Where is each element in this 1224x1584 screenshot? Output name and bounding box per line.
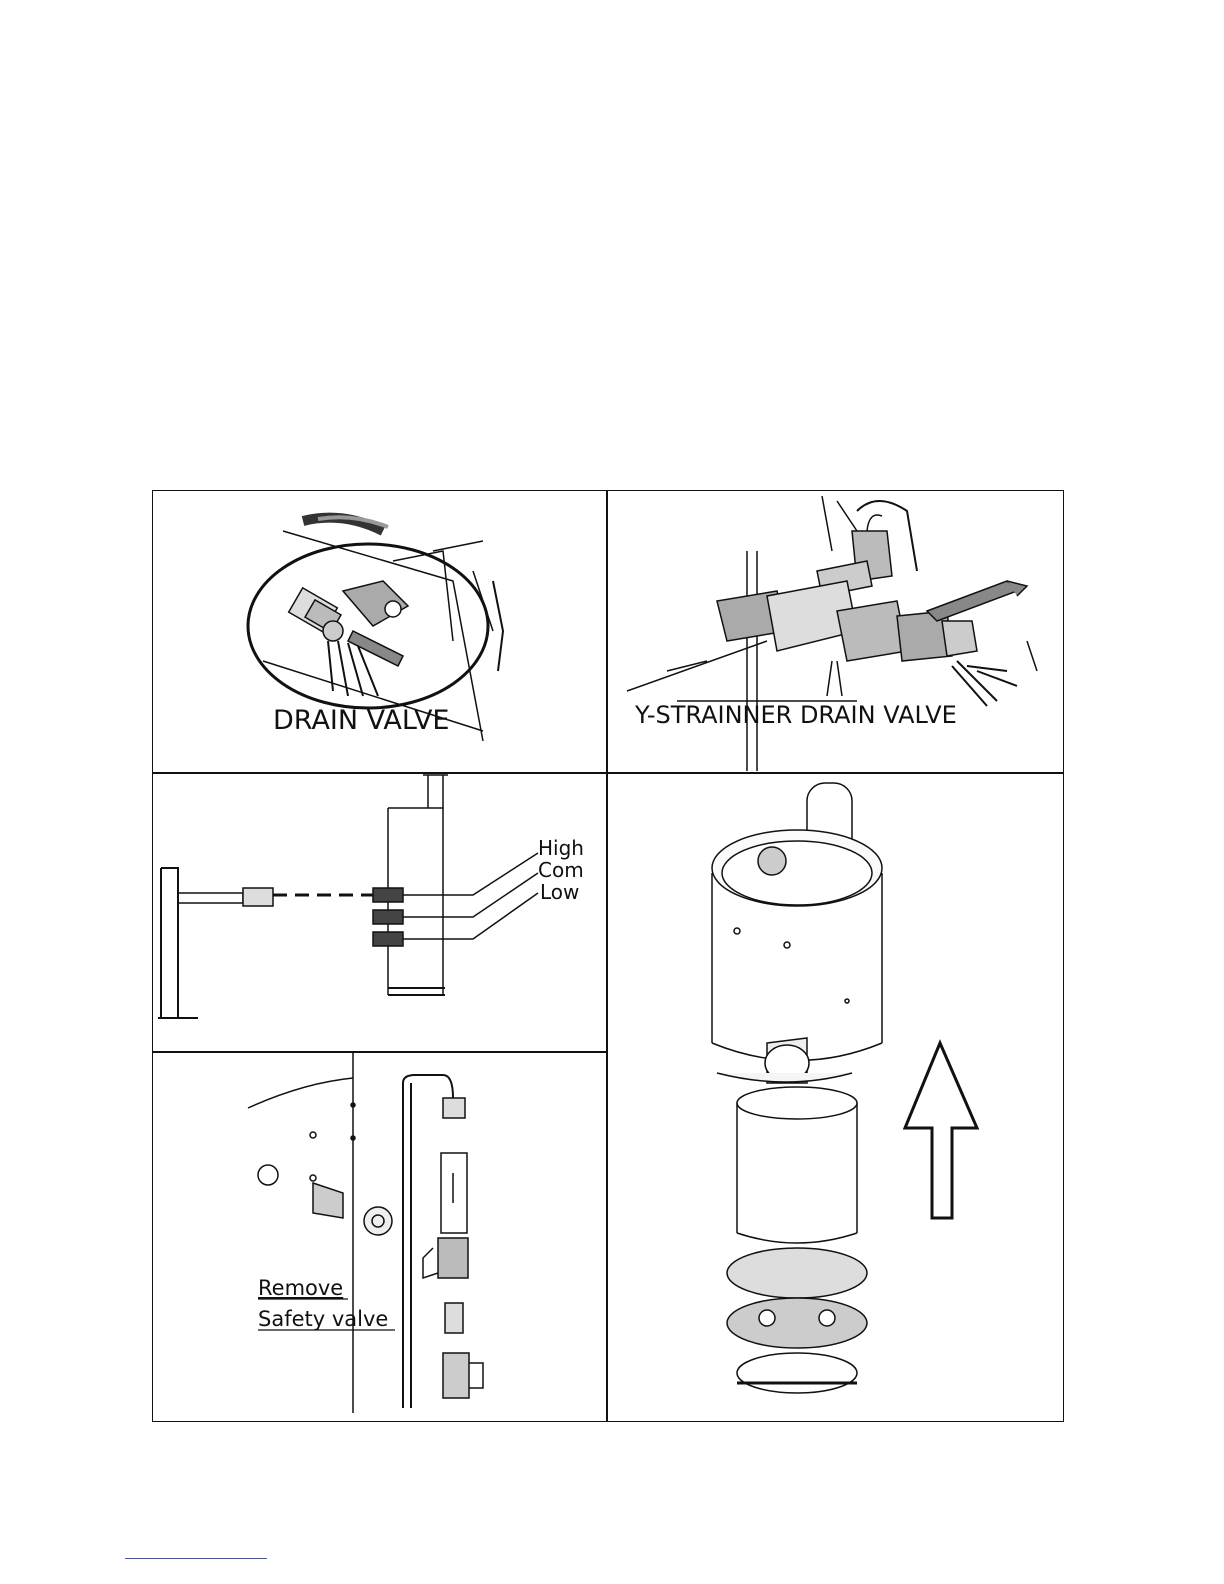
footer-rule <box>125 1558 267 1559</box>
sensor-fittings <box>373 888 418 946</box>
panel-drain-valve <box>153 491 606 772</box>
panel-safety-valve <box>153 1053 606 1421</box>
safety-caption-line2: Safety valve <box>258 1307 389 1331</box>
tank-lift-illustration <box>607 773 1063 1421</box>
safety-valve-illustration <box>153 1053 606 1421</box>
sensor-label-high: High <box>538 836 584 860</box>
up-arrow-icon <box>905 1043 977 1218</box>
panel-y-strainer <box>607 491 1063 772</box>
sensor-label-com: Com <box>538 858 584 882</box>
sensor-label-low: Low <box>540 880 580 904</box>
level-sensor-illustration <box>153 773 606 1051</box>
safety-caption-line1: Remove <box>258 1276 344 1300</box>
figure-grid <box>152 490 1064 1422</box>
drain-valve-illustration <box>153 491 606 772</box>
sensor-labels <box>538 836 584 904</box>
y-strainer-caption: Y-STRAINNER DRAIN VALVE <box>635 701 957 729</box>
drain-valve-caption: DRAIN VALVE <box>273 705 450 736</box>
panel-level-sensor <box>153 773 606 1051</box>
panel-lift-tank <box>607 773 1063 1421</box>
y-strainer-illustration <box>607 491 1063 772</box>
